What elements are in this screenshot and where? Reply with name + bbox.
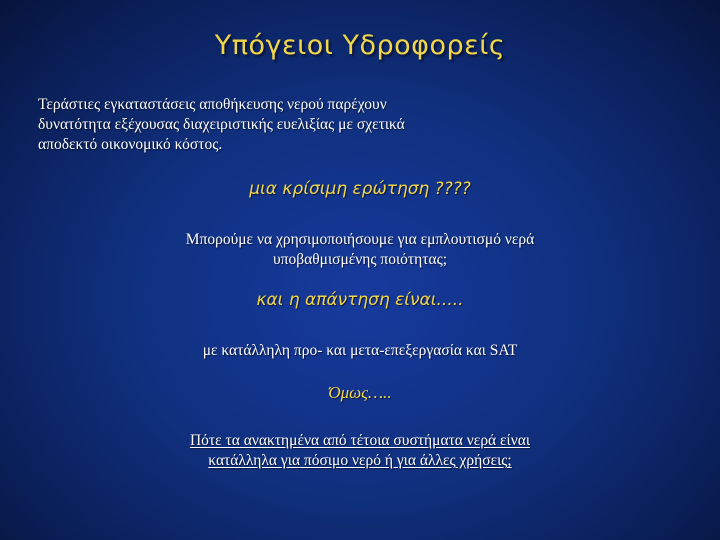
question-line: υποβαθμισμένης ποιότητας;	[272, 251, 448, 268]
question-heading: μια κρίσιμη ερώτηση ????	[249, 179, 471, 199]
intro-line: αποδεκτό οικονομικό κόστος.	[38, 136, 223, 153]
final-question-paragraph	[0, 431, 720, 471]
answer-heading: και η απάντηση είναι.....	[256, 290, 464, 310]
intro-paragraph	[38, 95, 558, 155]
answer-text: με κατάλληλη προ- και μετα-επεξεργασία και SAT	[202, 342, 518, 359]
slide-title: Υπόγειοι Υδροφορείς	[214, 30, 506, 61]
intro-line: δυνατότητα εξέχουσας διαχειριστικής ευελιξίας με σχετικά	[38, 116, 405, 133]
question-paragraph	[0, 230, 720, 270]
however-heading: Όμως…..	[328, 383, 392, 402]
intro-line: Τεράστιες εγκαταστάσεις αποθήκευσης νερού παρέχουν	[38, 96, 387, 113]
final-question-line: κατάλληλα για πόσιμο νερό ή για άλλες χρήσεις;	[208, 452, 512, 469]
question-line: Μπορούμε να χρησιμοποιήσουμε για εμπλουτισμό νερά	[185, 231, 535, 248]
final-question-line: Πότε τα ανακτημένα από τέτοια συστήματα νερά είναι	[189, 432, 531, 449]
